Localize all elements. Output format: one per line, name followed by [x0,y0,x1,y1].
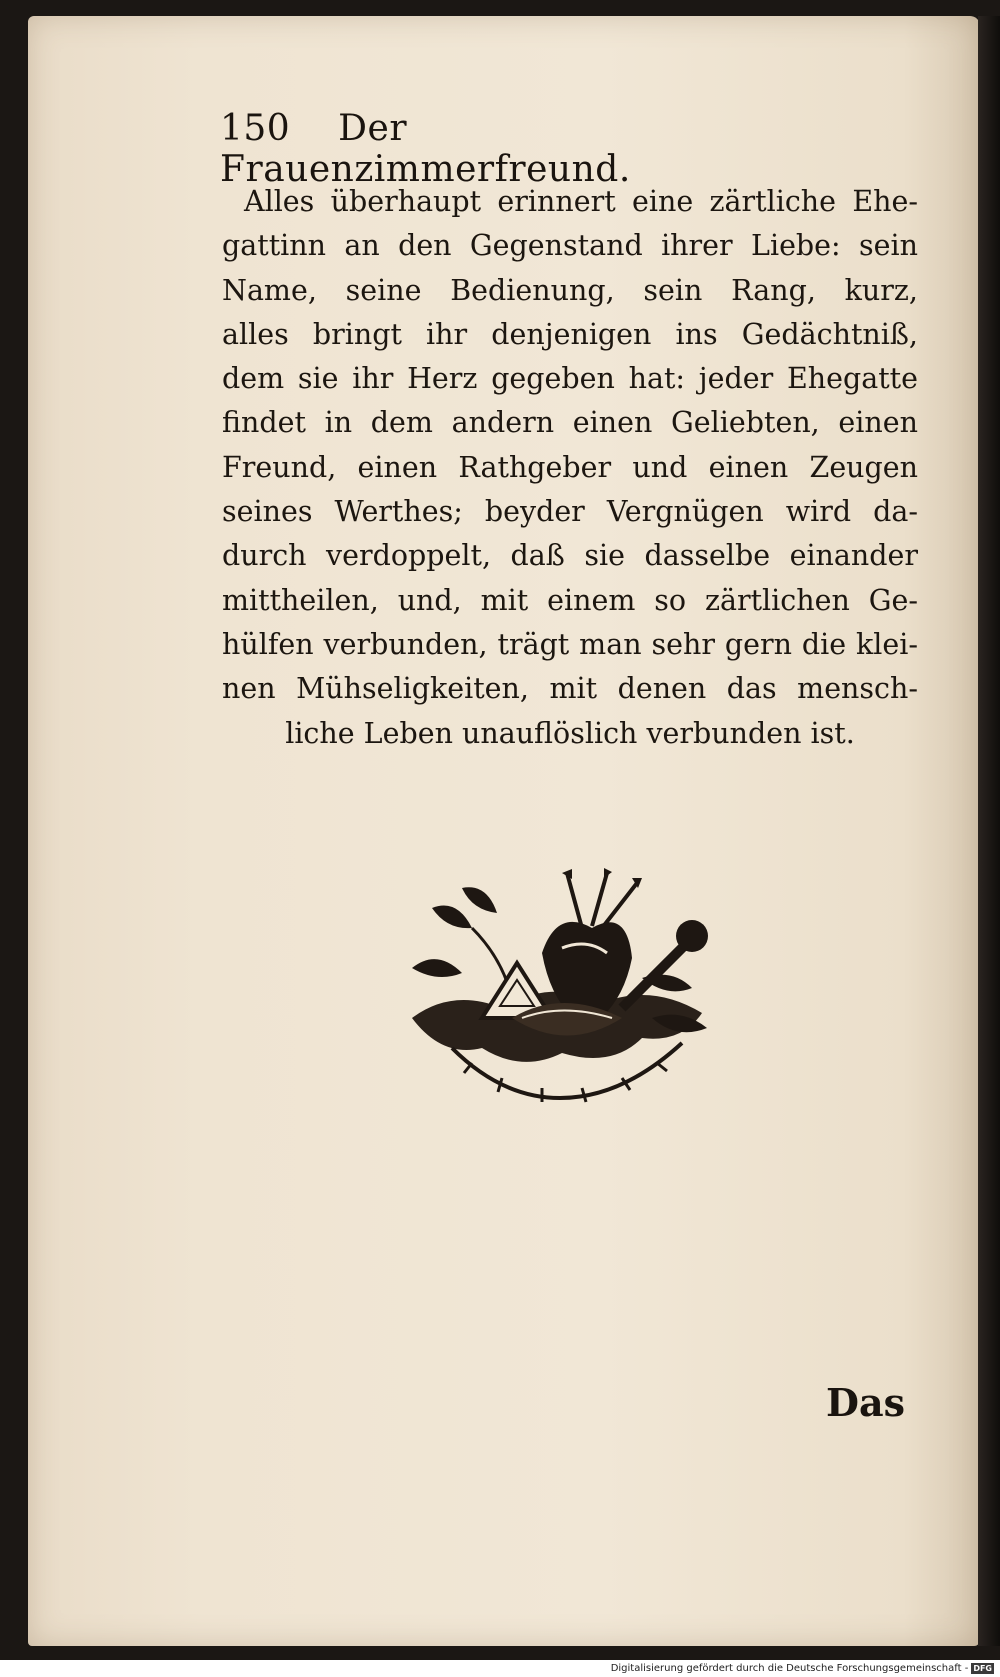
text-line: dem sie ihr Herz gegeben hat: jeder Ehegatte [222,362,918,396]
page-number: 150 [220,108,291,149]
page-header [220,108,820,190]
catchword: Das [826,1380,905,1425]
text-line: durch verdoppelt, daß sie dasselbe einander [222,539,918,573]
text-line: Name, seine Bedienung, sein Rang, kurz, [222,273,918,307]
text-line: alles bringt ihr denjenigen ins Gedächtniß, [222,317,918,351]
dfg-logo-icon: DFG [973,1663,992,1673]
text-line: seines Werthes; beyder Vergnügen wird da- [222,495,918,529]
text-line: hülfen verbunden, trägt man sehr gern die klei- [222,627,918,661]
footer-credit [0,1660,1000,1677]
footer-text: Digitalisierung gefördert durch die Deutsche Forschungsgemeinschaft - [610,1663,969,1674]
page-edge [978,16,1000,1646]
text-line: liche Leben unauflöslich verbunden ist. [285,716,855,750]
vignette-ornament-icon [392,868,728,1108]
text-line: Freund, einen Rathgeber und einen Zeugen [222,450,918,484]
running-title: Der Frauenzimmerfreund. [220,108,631,190]
text-line: Alles überhaupt erinnert eine zärtliche Ehe- [244,185,918,218]
text-line: findet in dem andern einen Geliebten, einen [222,406,918,440]
text-line: nen Mühseligkeiten, mit denen das mensch- [222,672,918,706]
text-line: gattinn an den Gegenstand ihrer Liebe: sein [222,229,918,263]
text-line: mittheilen, und, mit einem so zärtlichen Ge- [222,583,918,617]
body-paragraph [222,180,918,756]
